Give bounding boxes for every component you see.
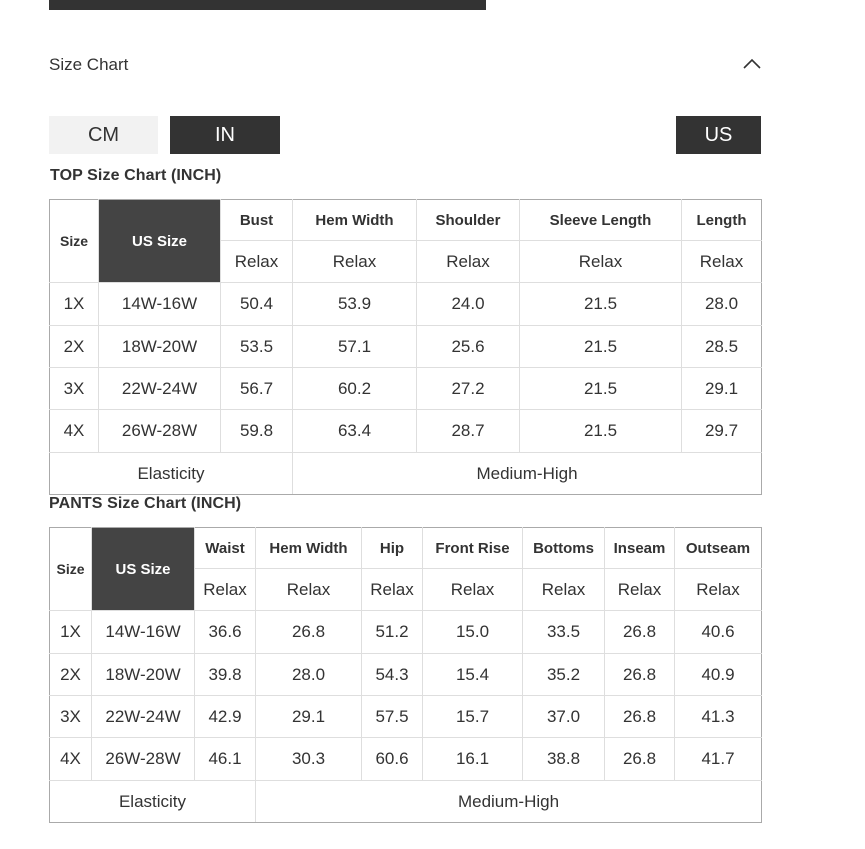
table-cell: 30.3 <box>256 738 362 781</box>
table-cell: 1X <box>50 611 92 654</box>
table-cell: 39.8 <box>195 654 256 696</box>
table-cell: 41.3 <box>675 696 762 738</box>
cm-unit-button[interactable]: CM <box>49 116 158 154</box>
table-cell: 59.8 <box>221 410 293 453</box>
table-cell: 14W-16W <box>99 283 221 326</box>
fit-label: Relax <box>675 569 762 611</box>
fit-label: Relax <box>682 241 762 283</box>
table-cell: 57.5 <box>362 696 423 738</box>
table-row <box>50 696 762 738</box>
table-cell: 26W-28W <box>92 738 195 781</box>
table-cell: 24.0 <box>417 283 520 326</box>
fit-label: Relax <box>293 241 417 283</box>
column-header: Sleeve Length <box>520 200 682 241</box>
table-cell: 53.9 <box>293 283 417 326</box>
column-header: Outseam <box>675 528 762 569</box>
table-cell: 60.6 <box>362 738 423 781</box>
table-cell: 37.0 <box>523 696 605 738</box>
table-row <box>50 611 762 654</box>
table-row <box>50 738 762 781</box>
table-cell: 14W-16W <box>92 611 195 654</box>
column-header: Inseam <box>605 528 675 569</box>
table-cell: 28.7 <box>417 410 520 453</box>
table-cell: 4X <box>50 410 99 453</box>
fit-label: Relax <box>221 241 293 283</box>
table-cell: 46.1 <box>195 738 256 781</box>
table-row <box>50 368 762 410</box>
elasticity-value: Medium-High <box>293 453 762 495</box>
table-cell: 27.2 <box>417 368 520 410</box>
elasticity-value: Medium-High <box>256 781 762 823</box>
table-cell: 28.0 <box>256 654 362 696</box>
table-cell: 21.5 <box>520 410 682 453</box>
table-cell: 4X <box>50 738 92 781</box>
elasticity-label: Elasticity <box>50 781 256 823</box>
size-chart-heading: Size Chart <box>49 55 129 74</box>
pants-chart-title: PANTS Size Chart (INCH) <box>49 495 242 512</box>
in-unit-button[interactable]: IN <box>170 116 280 154</box>
top-size-table <box>49 199 762 495</box>
table-cell: 15.4 <box>423 654 523 696</box>
table-cell: 42.9 <box>195 696 256 738</box>
column-header: Shoulder <box>417 200 520 241</box>
table-cell: 22W-24W <box>92 696 195 738</box>
column-header: Length <box>682 200 762 241</box>
table-cell: 57.1 <box>293 326 417 368</box>
us-size-header: US Size <box>92 528 195 611</box>
table-cell: 40.6 <box>675 611 762 654</box>
us-region-button[interactable]: US <box>676 116 761 154</box>
table-row <box>50 410 762 453</box>
fit-label: Relax <box>362 569 423 611</box>
column-header: Bottoms <box>523 528 605 569</box>
table-cell: 21.5 <box>520 283 682 326</box>
table-cell: 29.1 <box>256 696 362 738</box>
table-cell: 56.7 <box>221 368 293 410</box>
fit-label: Relax <box>417 241 520 283</box>
table-cell: 18W-20W <box>92 654 195 696</box>
table-cell: 41.7 <box>675 738 762 781</box>
fit-label: Relax <box>523 569 605 611</box>
size-header: Size <box>50 200 99 283</box>
table-cell: 36.6 <box>195 611 256 654</box>
table-row <box>50 326 762 368</box>
table-cell: 63.4 <box>293 410 417 453</box>
table-cell: 26.8 <box>605 654 675 696</box>
column-header: Waist <box>195 528 256 569</box>
fit-label: Relax <box>423 569 523 611</box>
table-cell: 21.5 <box>520 326 682 368</box>
table-cell: 53.5 <box>221 326 293 368</box>
table-cell: 15.0 <box>423 611 523 654</box>
table-cell: 26.8 <box>256 611 362 654</box>
column-header: Hem Width <box>256 528 362 569</box>
size-header: Size <box>50 528 92 611</box>
table-cell: 29.1 <box>682 368 762 410</box>
fit-label: Relax <box>605 569 675 611</box>
table-cell: 26.8 <box>605 611 675 654</box>
chevron-up-icon[interactable] <box>742 56 762 70</box>
table-row <box>50 654 762 696</box>
table-cell: 3X <box>50 696 92 738</box>
top-chart-title: TOP Size Chart (INCH) <box>50 167 222 184</box>
table-cell: 26W-28W <box>99 410 221 453</box>
fit-label: Relax <box>520 241 682 283</box>
table-cell: 26.8 <box>605 696 675 738</box>
table-cell: 28.5 <box>682 326 762 368</box>
table-cell: 25.6 <box>417 326 520 368</box>
table-cell: 18W-20W <box>99 326 221 368</box>
pants-size-table <box>49 527 762 823</box>
top-bar <box>49 0 486 10</box>
column-header: Hip <box>362 528 423 569</box>
table-cell: 54.3 <box>362 654 423 696</box>
table-cell: 60.2 <box>293 368 417 410</box>
table-cell: 15.7 <box>423 696 523 738</box>
table-cell: 40.9 <box>675 654 762 696</box>
table-cell: 51.2 <box>362 611 423 654</box>
table-cell: 21.5 <box>520 368 682 410</box>
elasticity-label: Elasticity <box>50 453 293 495</box>
fit-label: Relax <box>195 569 256 611</box>
table-cell: 35.2 <box>523 654 605 696</box>
table-cell: 50.4 <box>221 283 293 326</box>
table-cell: 33.5 <box>523 611 605 654</box>
table-cell: 38.8 <box>523 738 605 781</box>
column-header: Front Rise <box>423 528 523 569</box>
table-cell: 16.1 <box>423 738 523 781</box>
table-cell: 29.7 <box>682 410 762 453</box>
table-cell: 2X <box>50 654 92 696</box>
table-cell: 22W-24W <box>99 368 221 410</box>
table-cell: 1X <box>50 283 99 326</box>
column-header: Bust <box>221 200 293 241</box>
table-cell: 28.0 <box>682 283 762 326</box>
column-header: Hem Width <box>293 200 417 241</box>
table-cell: 2X <box>50 326 99 368</box>
table-row <box>50 283 762 326</box>
table-cell: 26.8 <box>605 738 675 781</box>
table-cell: 3X <box>50 368 99 410</box>
us-size-header: US Size <box>99 200 221 283</box>
fit-label: Relax <box>256 569 362 611</box>
